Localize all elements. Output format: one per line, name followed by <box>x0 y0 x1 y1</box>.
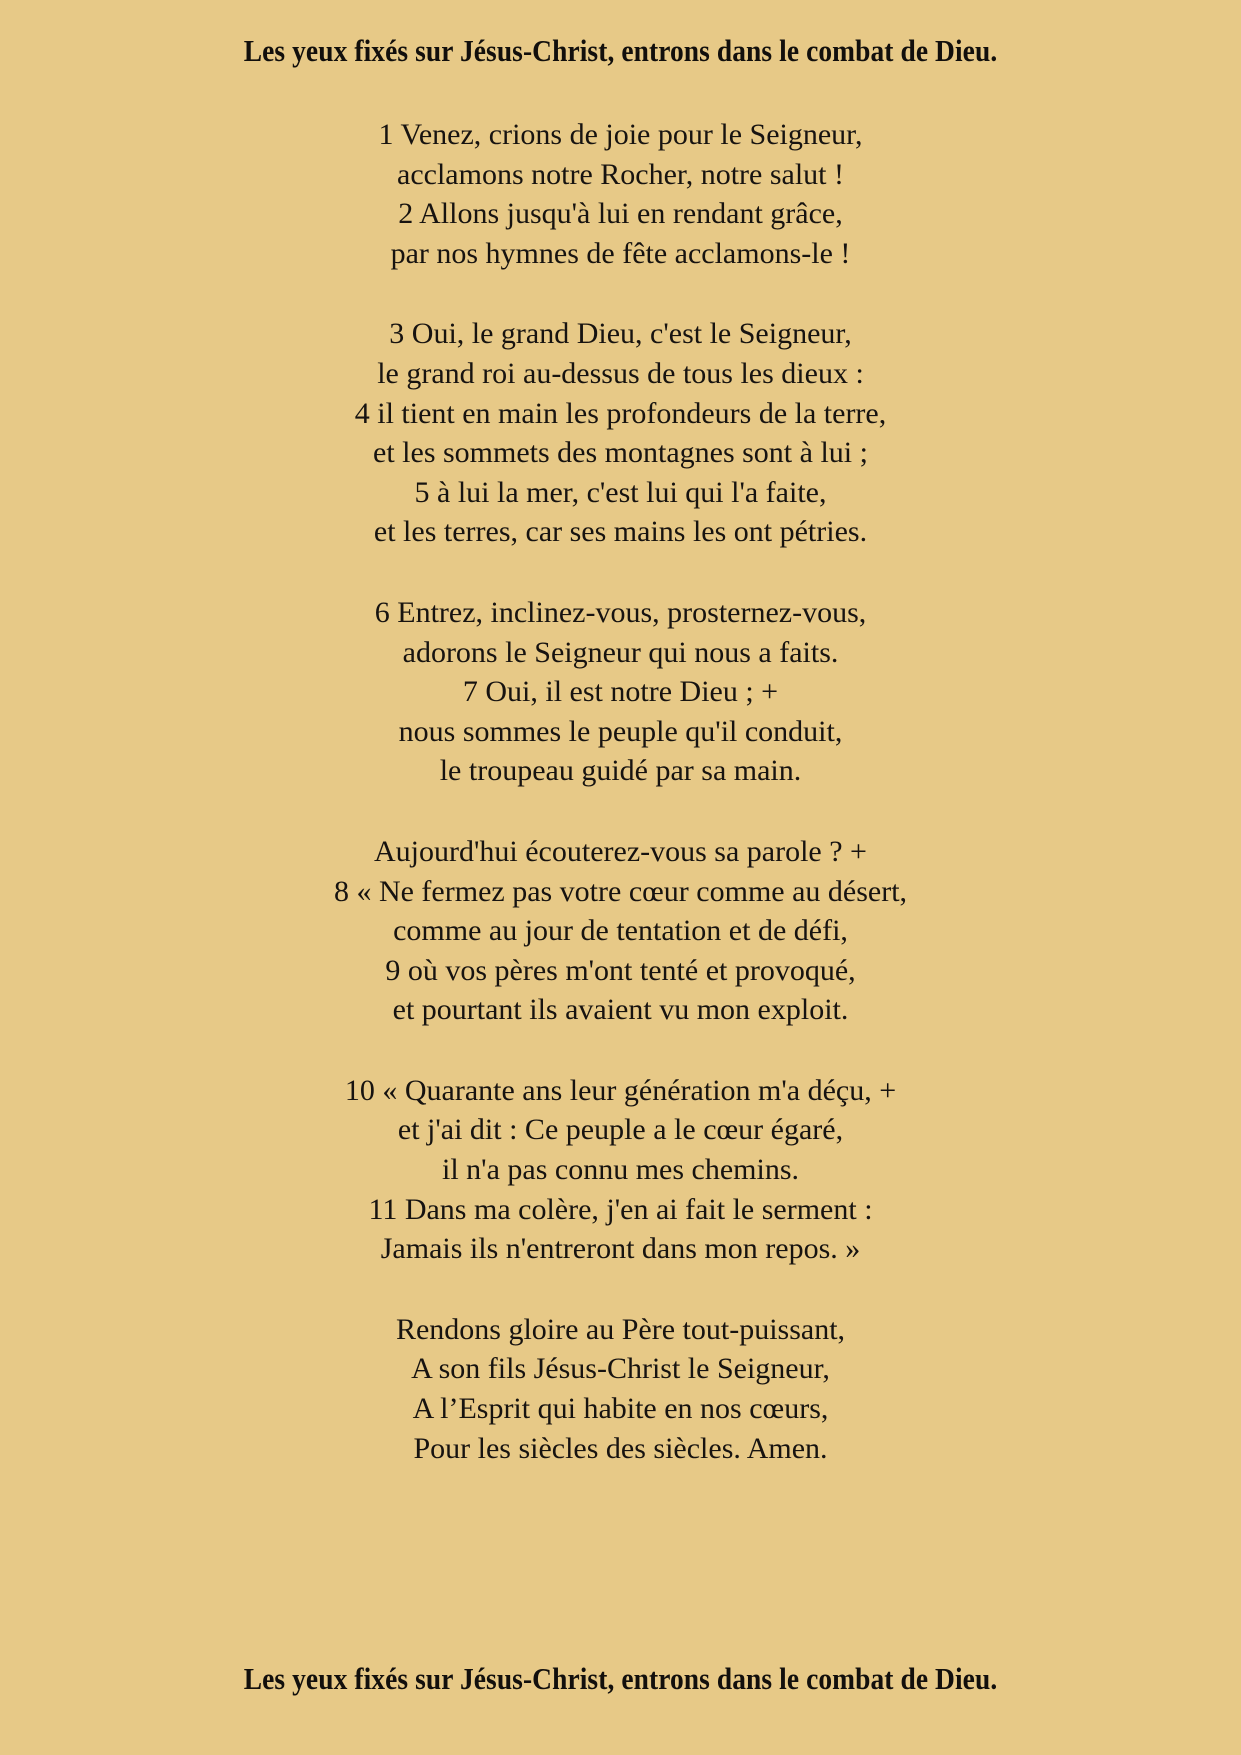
psalm-line: 6 Entrez, inclinez-vous, prosternez-vous, <box>374 595 867 629</box>
psalm-line: 1 Venez, crions de joie pour le Seigneur, <box>378 118 863 151</box>
psalm-line: et les sommets des montagnes sont à lui ; <box>373 436 868 470</box>
stanza-doxology <box>0 1310 1241 1468</box>
stanza <box>0 314 1241 552</box>
psalm-line: A l’Esprit qui habite en nos cœurs, <box>412 1392 829 1426</box>
psalm-line: le troupeau guidé par sa main. <box>439 754 802 788</box>
psalm-line: 9 où vos pères m'ont tenté et provoqué, <box>385 953 856 987</box>
psalm-line: 3 Oui, le grand Dieu, c'est le Seigneur, <box>389 317 852 351</box>
psalm-line: par nos hymnes de fête acclamons-le ! <box>390 236 851 270</box>
psalm-line: Rendons gloire au Père tout-puissant, <box>395 1312 846 1346</box>
antiphon-bottom: Les yeux fixés sur Jésus-Christ, entrons dans le combat de Dieu. <box>243 1662 998 1696</box>
psalm-line: il n'a pas connu mes chemins. <box>442 1153 799 1187</box>
psalm-line: Aujourd'hui écouterez-vous sa parole ? + <box>374 834 867 868</box>
psalm-line: comme au jour de tentation et de défi, <box>393 914 848 948</box>
stanza <box>0 115 1241 273</box>
psalm-line: et j'ai dit : Ce peuple a le cœur égaré, <box>397 1113 844 1147</box>
psalm-line: Jamais ils n'entreront dans mon repos. » <box>380 1232 861 1266</box>
stanza <box>0 593 1241 791</box>
psalm-line: A son fils Jésus-Christ le Seigneur, <box>411 1352 830 1386</box>
antiphon-top: Les yeux fixés sur Jésus-Christ, entrons dans le combat de Dieu. <box>243 34 998 68</box>
psalm-line: 11 Dans ma colère, j'en ai fait le serment : <box>368 1192 873 1226</box>
psalm-body <box>0 115 1241 1468</box>
stanza <box>0 832 1241 1030</box>
psalm-line: Pour les siècles des siècles. Amen. <box>413 1431 828 1465</box>
psalm-line: 8 « Ne fermez pas votre cœur comme au désert, <box>333 874 908 908</box>
psalm-line: et les terres, car ses mains les ont pétries. <box>373 515 868 549</box>
psalm-line: 10 « Quarante ans leur génération m'a déçu, + <box>344 1073 897 1107</box>
psalm-line: acclamons notre Rocher, notre salut ! <box>397 157 844 191</box>
psalm-line: et pourtant ils avaient vu mon exploit. <box>392 993 849 1027</box>
psalm-line: 7 Oui, il est notre Dieu ; + <box>462 675 779 709</box>
psalm-line: le grand roi au-dessus de tous les dieux : <box>377 356 864 390</box>
psalm-line: 5 à lui la mer, c'est lui qui l'a faite, <box>414 475 827 509</box>
psalm-line: adorons le Seigneur qui nous a faits. <box>402 635 839 669</box>
stanza <box>0 1071 1241 1269</box>
psalm-line: nous sommes le peuple qu'il conduit, <box>398 714 843 748</box>
psalm-line: 4 il tient en main les profondeurs de la terre, <box>354 396 887 430</box>
psalm-line: 2 Allons jusqu'à lui en rendant grâce, <box>398 197 843 231</box>
